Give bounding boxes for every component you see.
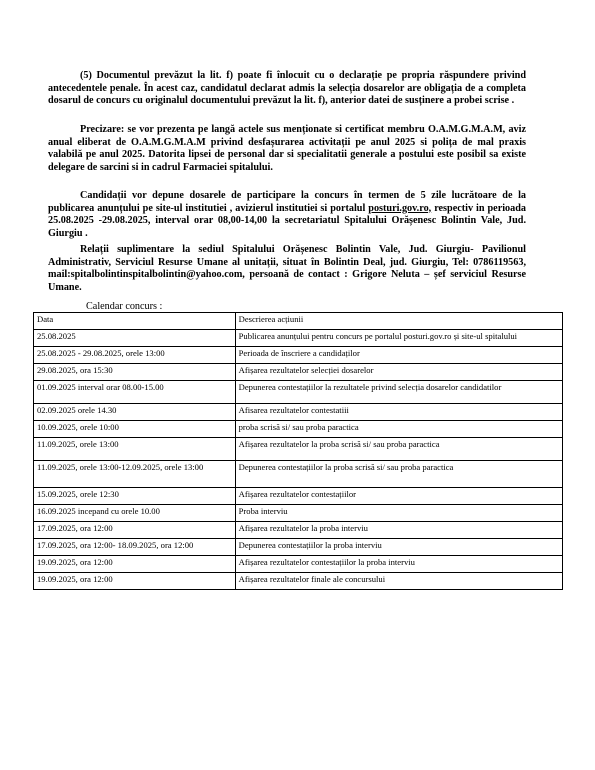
paragraph-note-5 xyxy=(48,70,526,108)
table-row xyxy=(34,539,563,556)
row-description: Proba interviu xyxy=(235,505,562,522)
paragraph-precizare-text: Precizare: se vor prezenta pe langă actele sus menționate si certificat membru O.A.M.G.M.A.M, aviz anual eliberat de O.A.M.G.M.A.M privind desfașurarea activitații pe anul 2025 si polița de mal praxis valabilă pe anul 2025. Datorita lipsei de personal dar si specialitatii generale a postului este posibil sa existe delegare de sarcini si in cadrul Farmaciei spitalului. xyxy=(48,124,526,173)
row-date: 02.09.2025 orele 14.30 xyxy=(34,404,236,421)
row-date: 19.09.2025, ora 12:00 xyxy=(34,556,236,573)
row-date: 17.09.2025, ora 12:00 xyxy=(34,522,236,539)
calendar-title: Calendar concurs : xyxy=(86,301,163,312)
row-date: 11.09.2025, orele 13:00-12.09.2025, orele 13:00 xyxy=(34,461,236,488)
table-row xyxy=(34,330,563,347)
row-date: 17.09.2025, ora 12:00- 18.09.2025, ora 12:00 xyxy=(34,539,236,556)
row-date: 11.09.2025, orele 13:00 xyxy=(34,438,236,461)
row-description: Afișarea rezultatelor la proba interviu xyxy=(235,522,562,539)
table-row xyxy=(34,381,563,404)
paragraph-precizare xyxy=(48,124,526,174)
row-description: Publicarea anunțului pentru concurs pe portalul posturi.gov.ro și site-ul spitalului xyxy=(235,330,562,347)
paragraph-relatii-text: Relații suplimentare la sediul Spitalului Orășenesc Bolintin Vale, Jud. Giurgiu- Pavilionul Administrativ, Serviciul Resurse Umane al unitații, situat în Bolintin Deal, jud. Giurgiu, Tel: 0786119563, mail:spitalbolintinspitalbolintin@yahoo.com, persoană de contact : Grigore Neluta – șef serviciul Resurse Umane. xyxy=(48,244,526,293)
row-description: Depunerea contestațiilor la rezultatele privind selecția dosarelor candidatilor xyxy=(235,381,562,404)
row-description: Afișarea rezultatelor contestațiilor la proba interviu xyxy=(235,556,562,573)
paragraph-relatii xyxy=(48,244,526,294)
table-header-row xyxy=(34,313,563,330)
row-date: 25.08.2025 - 29.08.2025, orele 13:00 xyxy=(34,347,236,364)
row-description: Afișarea rezultatelor selecției dosarelor xyxy=(235,364,562,381)
row-description: proba scrisă si/ sau proba paractica xyxy=(235,421,562,438)
table-row xyxy=(34,556,563,573)
calendar-table xyxy=(33,312,563,590)
table-row xyxy=(34,347,563,364)
paragraph-candidati-text: Candidații vor depune dosarele de participare la concurs în termen de 5 zile lucrătoare de la publicarea anunțului pe site-ul institutiei , avizierul institutiei si portalul xyxy=(48,190,526,214)
row-date: 19.09.2025, ora 12:00 xyxy=(34,573,236,590)
table-row xyxy=(34,505,563,522)
table-row xyxy=(34,573,563,590)
row-description: Perioada de înscriere a candidaților xyxy=(235,347,562,364)
table-row xyxy=(34,488,563,505)
row-date: 15.09.2025, orele 12:30 xyxy=(34,488,236,505)
row-description: Afișarea rezultatelor la proba scrisă si/ sau proba paractica xyxy=(235,438,562,461)
column-header-description: Descrierea acțiunii xyxy=(235,313,562,330)
paragraph-note-5-text: (5) Documentul prevăzut la lit. f) poate fi înlocuit cu o declarație pe propria răspundere privind antecedentele penale. În acest caz, candidatul declarat admis la selecția dosarelor are obligația de a completa dosarul de concurs cu originalul documentului prevăzut la lit. f), anterior datei de susținere a probei scrise . xyxy=(48,70,526,107)
row-date: 01.09.2025 interval orar 08.00-15.00 xyxy=(34,381,236,404)
row-date: 29.08.2025, ora 15:30 xyxy=(34,364,236,381)
row-description: Afișarea rezultatelor finale ale concursului xyxy=(235,573,562,590)
row-date: 25.08.2025 xyxy=(34,330,236,347)
paragraph-candidati-text-end: respectiv in perioada 25.08.2025 -29.08.2025, interval orar 08,00-14,00 la secretariatul Spitalului Orășenesc Bolintin Vale, Jud. Giurgiu . xyxy=(48,202,526,239)
table-row xyxy=(34,421,563,438)
row-description: Afișarea rezultatelor contestațiilor xyxy=(235,488,562,505)
paragraph-candidati xyxy=(48,190,526,240)
table-row xyxy=(34,438,563,461)
table-row xyxy=(34,364,563,381)
portal-link[interactable]: posturi.gov.ro, xyxy=(368,202,432,214)
table-row xyxy=(34,461,563,488)
row-description: Depunerea contestațiilor la proba interviu xyxy=(235,539,562,556)
table-row xyxy=(34,522,563,539)
row-date: 16.09.2025 incepand cu orele 10.00 xyxy=(34,505,236,522)
row-date: 10.09.2025, orele 10:00 xyxy=(34,421,236,438)
table-row xyxy=(34,404,563,421)
column-header-date: Data xyxy=(34,313,236,330)
row-description: Depunerea contestațiilor la proba scrisă si/ sau proba paractica xyxy=(235,461,562,488)
row-description: Afisarea rezultatelor contestatiii xyxy=(235,404,562,421)
